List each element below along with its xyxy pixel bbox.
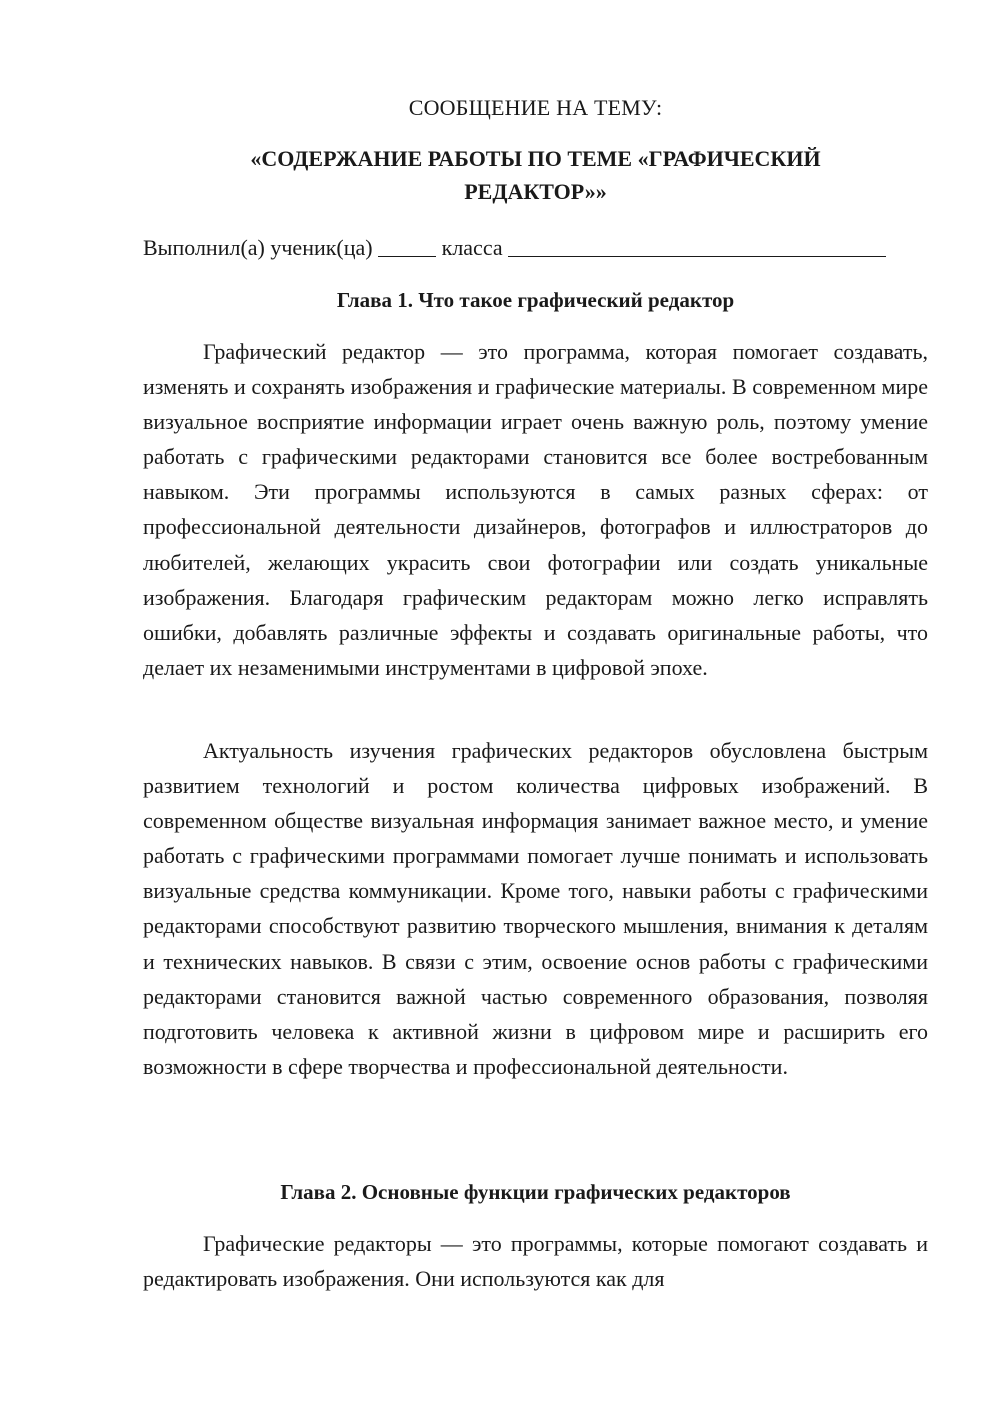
- document-header-title: СООБЩЕНИЕ НА ТЕМУ:: [408, 95, 663, 120]
- class-number-blank: [378, 234, 436, 257]
- chapter-1-heading: Глава 1. Что такое графический редактор: [336, 288, 735, 312]
- author-line: [143, 232, 928, 263]
- author-prefix-label: Выполнил(а) ученик(ца): [143, 235, 373, 260]
- chapter-2-paragraph-1: Графические редакторы — это программы, которые помогают создавать и редактировать изображения. Они используются как для: [143, 1231, 928, 1292]
- author-name-blank: [508, 234, 886, 257]
- chapter-1-paragraph-1: Графический редактор — это программа, которая помогает создавать, изменять и сохранять изображения и графические материалы. В современном мире визуальное восприятие информации играет очень важную роль, поэтому умение работать с графическими редакторами становится все более востребованным навыком. Эти программы используются в самых разных сферах: от профессиональной деятельности дизайнеров, фотографов и иллюстраторов до любителей, желающих украсить свои фотографии или создать уникальные изображения. Благодаря графическим редакторам можно легко исправлять ошибки, добавлять различные эффекты и создавать оригинальные работы, что делает их незаменимыми инструментами в цифровой эпохе.: [143, 339, 928, 680]
- author-class-label: класса: [441, 235, 503, 260]
- chapter-1-paragraph-2: Актуальность изучения графических редакторов обусловлена быстрым развитием технологий и ростом количества цифровых изображений. В современном обществе визуальная информация занимает важное место, и умение работать с графическими программами помогает лучше понимать и использовать визуальные средства коммуникации. Кроме того, навыки работы с графическими редакторами способствуют развитию творческого мышления, внимания к деталям и технических навыков. В связи с этим, освоение основ работы с графическими редакторами становится важной частью современного образования, позволяя подготовить человека к активной жизни в цифровом мире и расширить его возможности в сфере творчества и профессиональной деятельности.: [143, 738, 928, 1079]
- chapter-2-heading: Глава 2. Основные функции графических редакторов: [280, 1180, 791, 1204]
- main-title-line-2: РЕДАКТОР»»: [464, 179, 607, 204]
- document-main-title: [143, 142, 928, 208]
- main-title-line-1: «СОДЕРЖАНИЕ РАБОТЫ ПО ТЕМЕ «ГРАФИЧЕСКИЙ: [250, 146, 821, 171]
